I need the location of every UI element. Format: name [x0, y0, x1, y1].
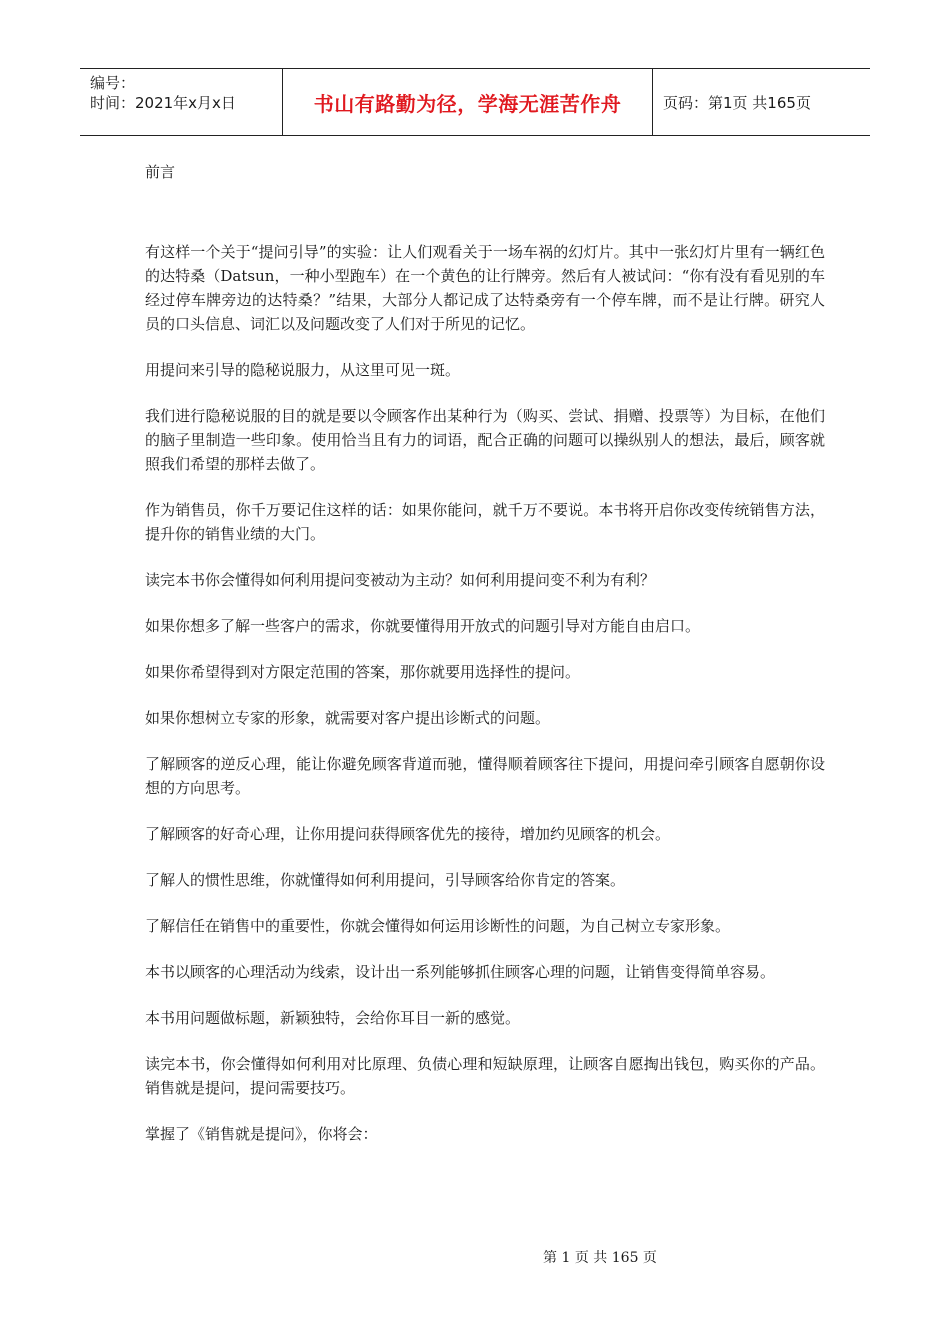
document-body [145, 160, 825, 1168]
paragraph: 了解顾客的好奇心理，让你用提问获得顾客优先的接待，增加约见顾客的机会。 [145, 825, 671, 843]
paragraph: 如果你希望得到对方限定范围的答案，那你就要用选择性的提问。 [145, 663, 581, 681]
paragraph: 读完本书你会懂得如何利用提问变被动为主动？如何利用提问变不利为有利？ [145, 571, 656, 589]
paragraph: 掌握了《销售就是提问》，你将会： [145, 1125, 378, 1143]
paragraph: 读完本书，你会懂得如何利用对比原理、负债心理和短缺原理，让顾客自愿掏出钱包，购买你的产品。销售就是提问，提问需要技巧。 [145, 1055, 825, 1097]
paragraph: 了解顾客的逆反心理，能让你避免顾客背道而驰，懂得顺着顾客往下提问，用提问牵引顾客自愿朝你设想的方向思考。 [145, 755, 825, 797]
page-footer: 第 1 页 共 165 页 [543, 1250, 657, 1266]
header-page-info: 页码：第1页 共165页 [663, 93, 811, 112]
date-label: 时间：2021年x月x日 [90, 94, 236, 112]
paragraph: 如果你想多了解一些客户的需求，你就要懂得用开放式的问题引导对方能自由启口。 [145, 617, 701, 635]
header-motto: 书山有路勤为径，学海无涯苦作舟 [283, 69, 653, 135]
paragraph: 了解信任在销售中的重要性，你就会懂得如何运用诊断性的问题，为自己树立专家形象。 [145, 917, 731, 935]
paragraph: 我们进行隐秘说服的目的就是要以令顾客作出某种行为（购买、尝试、捐赠、投票等）为目标，在他们的脑子里制造一些印象。使用恰当且有力的词语，配合正确的问题可以操纵别人的想法，最后，顾客就照我们希望的那样去做了。 [145, 407, 825, 473]
paragraph: 作为销售员，你千万要记住这样的话：如果你能问，就千万不要说。本书将开启你改变传统销售方法，提升你的销售业绩的大门。 [145, 501, 825, 543]
number-label: 编号： [90, 74, 136, 92]
paragraph: 如果你想树立专家的形象，就需要对客户提出诊断式的问题。 [145, 709, 551, 727]
preface-title: 前言 [145, 163, 176, 181]
paragraph: 本书用问题做标题，新颖独特，会给你耳目一新的感觉。 [145, 1009, 521, 1027]
paragraph: 有这样一个关于“提问引导”的实验：让人们观看关于一场车祸的幻灯片。其中一张幻灯片里有一辆红色的达特桑（Datsun，一种小型跑车）在一个黄色的让行牌旁。然后有人被试问：“你有没有看见别的车经过停车牌旁边的达特桑？”结果，大部分人都记成了达特桑旁有一个停车牌，而不是让行牌。研究人员的口头信息、词汇以及问题改变了人们对于所见的记忆。 [145, 243, 825, 333]
paragraph: 本书以顾客的心理活动为线索，设计出一系列能够抓住顾客心理的问题，让销售变得简单容易。 [145, 963, 776, 981]
paragraph: 了解人的惯性思维，你就懂得如何利用提问，引导顾客给你肯定的答案。 [145, 871, 626, 889]
page-header [80, 68, 870, 136]
paragraph: 用提问来引导的隐秘说服力，从这里可见一斑。 [145, 361, 461, 379]
header-meta [80, 69, 283, 135]
